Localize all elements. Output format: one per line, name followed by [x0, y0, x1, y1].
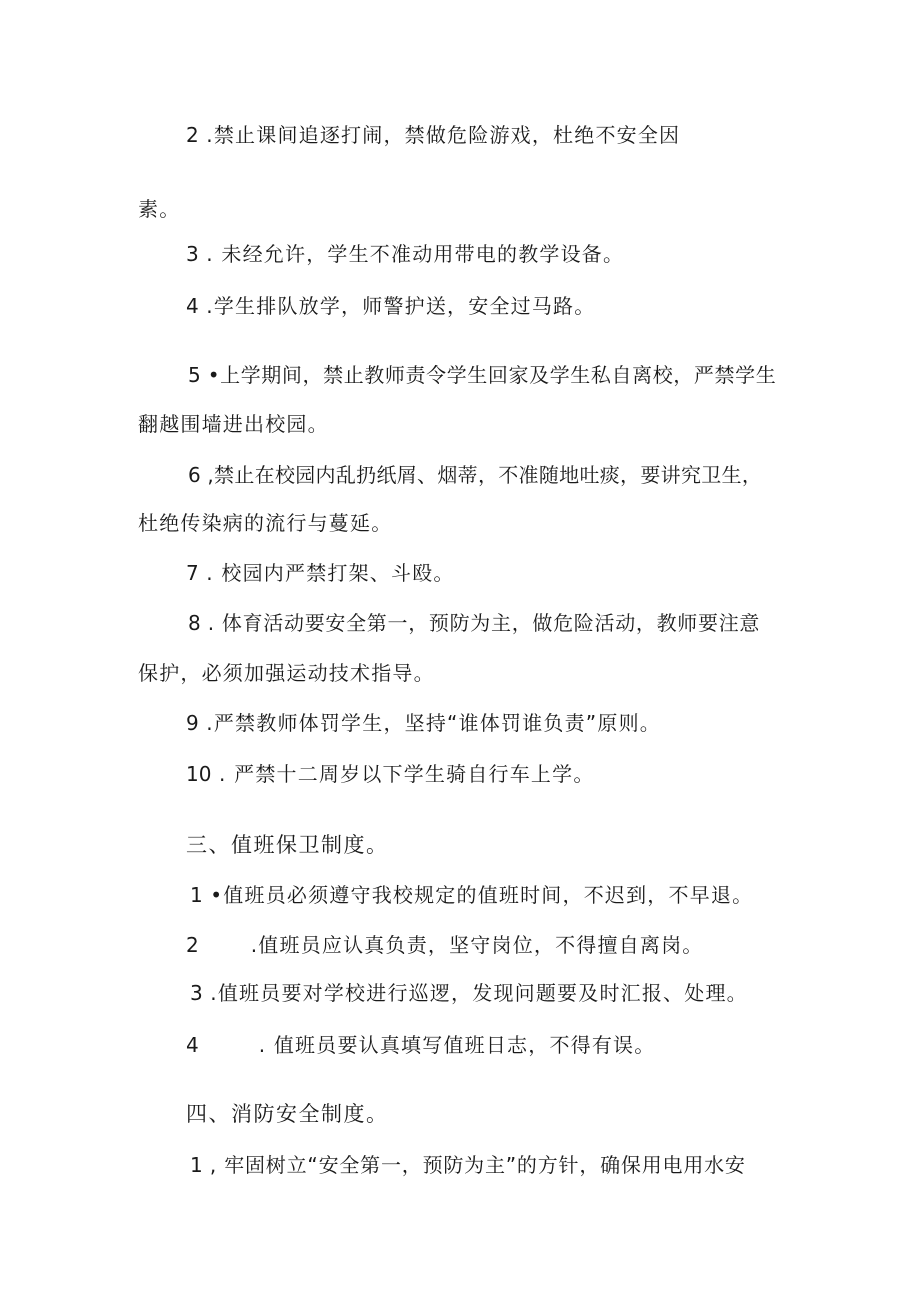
item-text: . 未经允许，学生不准动用带电的教学设备。 — [198, 242, 625, 266]
item-text-continued: 素。 — [138, 197, 181, 221]
item-number: 1 — [190, 1153, 203, 1177]
item-text-continued: 杜绝传染病的流行与蔓延。 — [138, 511, 393, 535]
item-number: 9 — [186, 711, 199, 735]
item-number: 4 — [186, 1033, 199, 1057]
item-9 — [186, 710, 661, 736]
item-text: .禁止课间追逐打闹，禁做危险游戏，杜绝不安全因 — [198, 123, 681, 147]
item-text: . 值班员要认真填写值班日志，不得有误。 — [258, 1033, 656, 1057]
item-8-line-2 — [138, 660, 435, 686]
item-6-line-1 — [188, 462, 762, 488]
item-6-line-2 — [138, 510, 392, 536]
item-text-continued: 保护，必须加强运动技术指导。 — [138, 661, 435, 685]
item-4 — [186, 293, 595, 319]
item-text: , 牢固树立“安全第一，预防为主”的方针，确保用电用水安 — [202, 1153, 746, 1177]
item-3 — [186, 241, 624, 267]
item-number: 6 — [188, 463, 201, 487]
item-text: ,禁止在校园内乱扔纸屑、烟蒂，不准随地吐痰，要讲究卫生， — [200, 463, 763, 487]
item-text: .学生排队放学，师警护送，安全过马路。 — [198, 294, 596, 318]
item-5-line-2 — [138, 411, 329, 437]
item-text-continued: 翻越围墙进出校园。 — [138, 412, 329, 436]
item-number: 2 — [186, 123, 199, 147]
item-number: 4 — [186, 294, 199, 318]
item-number: 1 — [190, 883, 203, 907]
section-4-item-1 — [190, 1152, 746, 1178]
item-text: .值班员应认真负责，坚守岗位，不得擅自离岗。 — [250, 933, 704, 957]
item-number: 7 — [186, 561, 199, 585]
section-4-heading: 四、消防安全制度。 — [186, 1102, 389, 1126]
item-8-line-1 — [188, 610, 760, 636]
item-text: .值班员要对学校进行巡逻，发现问题要及时汇报、处理。 — [202, 981, 748, 1005]
item-number: 8 — [188, 611, 201, 635]
item-number: 5 — [188, 363, 201, 387]
item-text: .严禁教师体罚学生，坚持“谁体罚谁负责”原则。 — [198, 711, 661, 735]
item-number: 10 — [186, 762, 212, 786]
item-number: 3 — [190, 981, 203, 1005]
item-10 — [186, 761, 595, 787]
section-3-item-2 — [186, 932, 704, 958]
item-text: . 严禁十二周岁以下学生骑自行车上学。 — [211, 762, 595, 786]
section-3-item-1 — [190, 882, 753, 908]
item-text: . 体育活动要安全第一，预防为主，做危险活动，教师要注意 — [200, 611, 761, 635]
item-text: •上学期间，禁止教师责令学生回家及学生私自离校，严禁学生 — [200, 363, 777, 387]
item-number: 3 — [186, 242, 199, 266]
item-number: 2 — [186, 933, 199, 957]
item-7 — [186, 560, 455, 586]
section-3-heading: 三、值班保卫制度。 — [186, 833, 389, 857]
item-2-line-2 — [138, 196, 180, 222]
item-2-line-1 — [186, 122, 680, 148]
section-3-item-4 — [186, 1032, 655, 1058]
item-text: •值班员必须遵守我校规定的值班时间，不迟到，不早退。 — [202, 883, 754, 907]
item-5-line-1 — [188, 362, 776, 388]
item-text: . 校园内严禁打架、斗殴。 — [198, 561, 455, 585]
section-3-item-3 — [190, 980, 748, 1006]
